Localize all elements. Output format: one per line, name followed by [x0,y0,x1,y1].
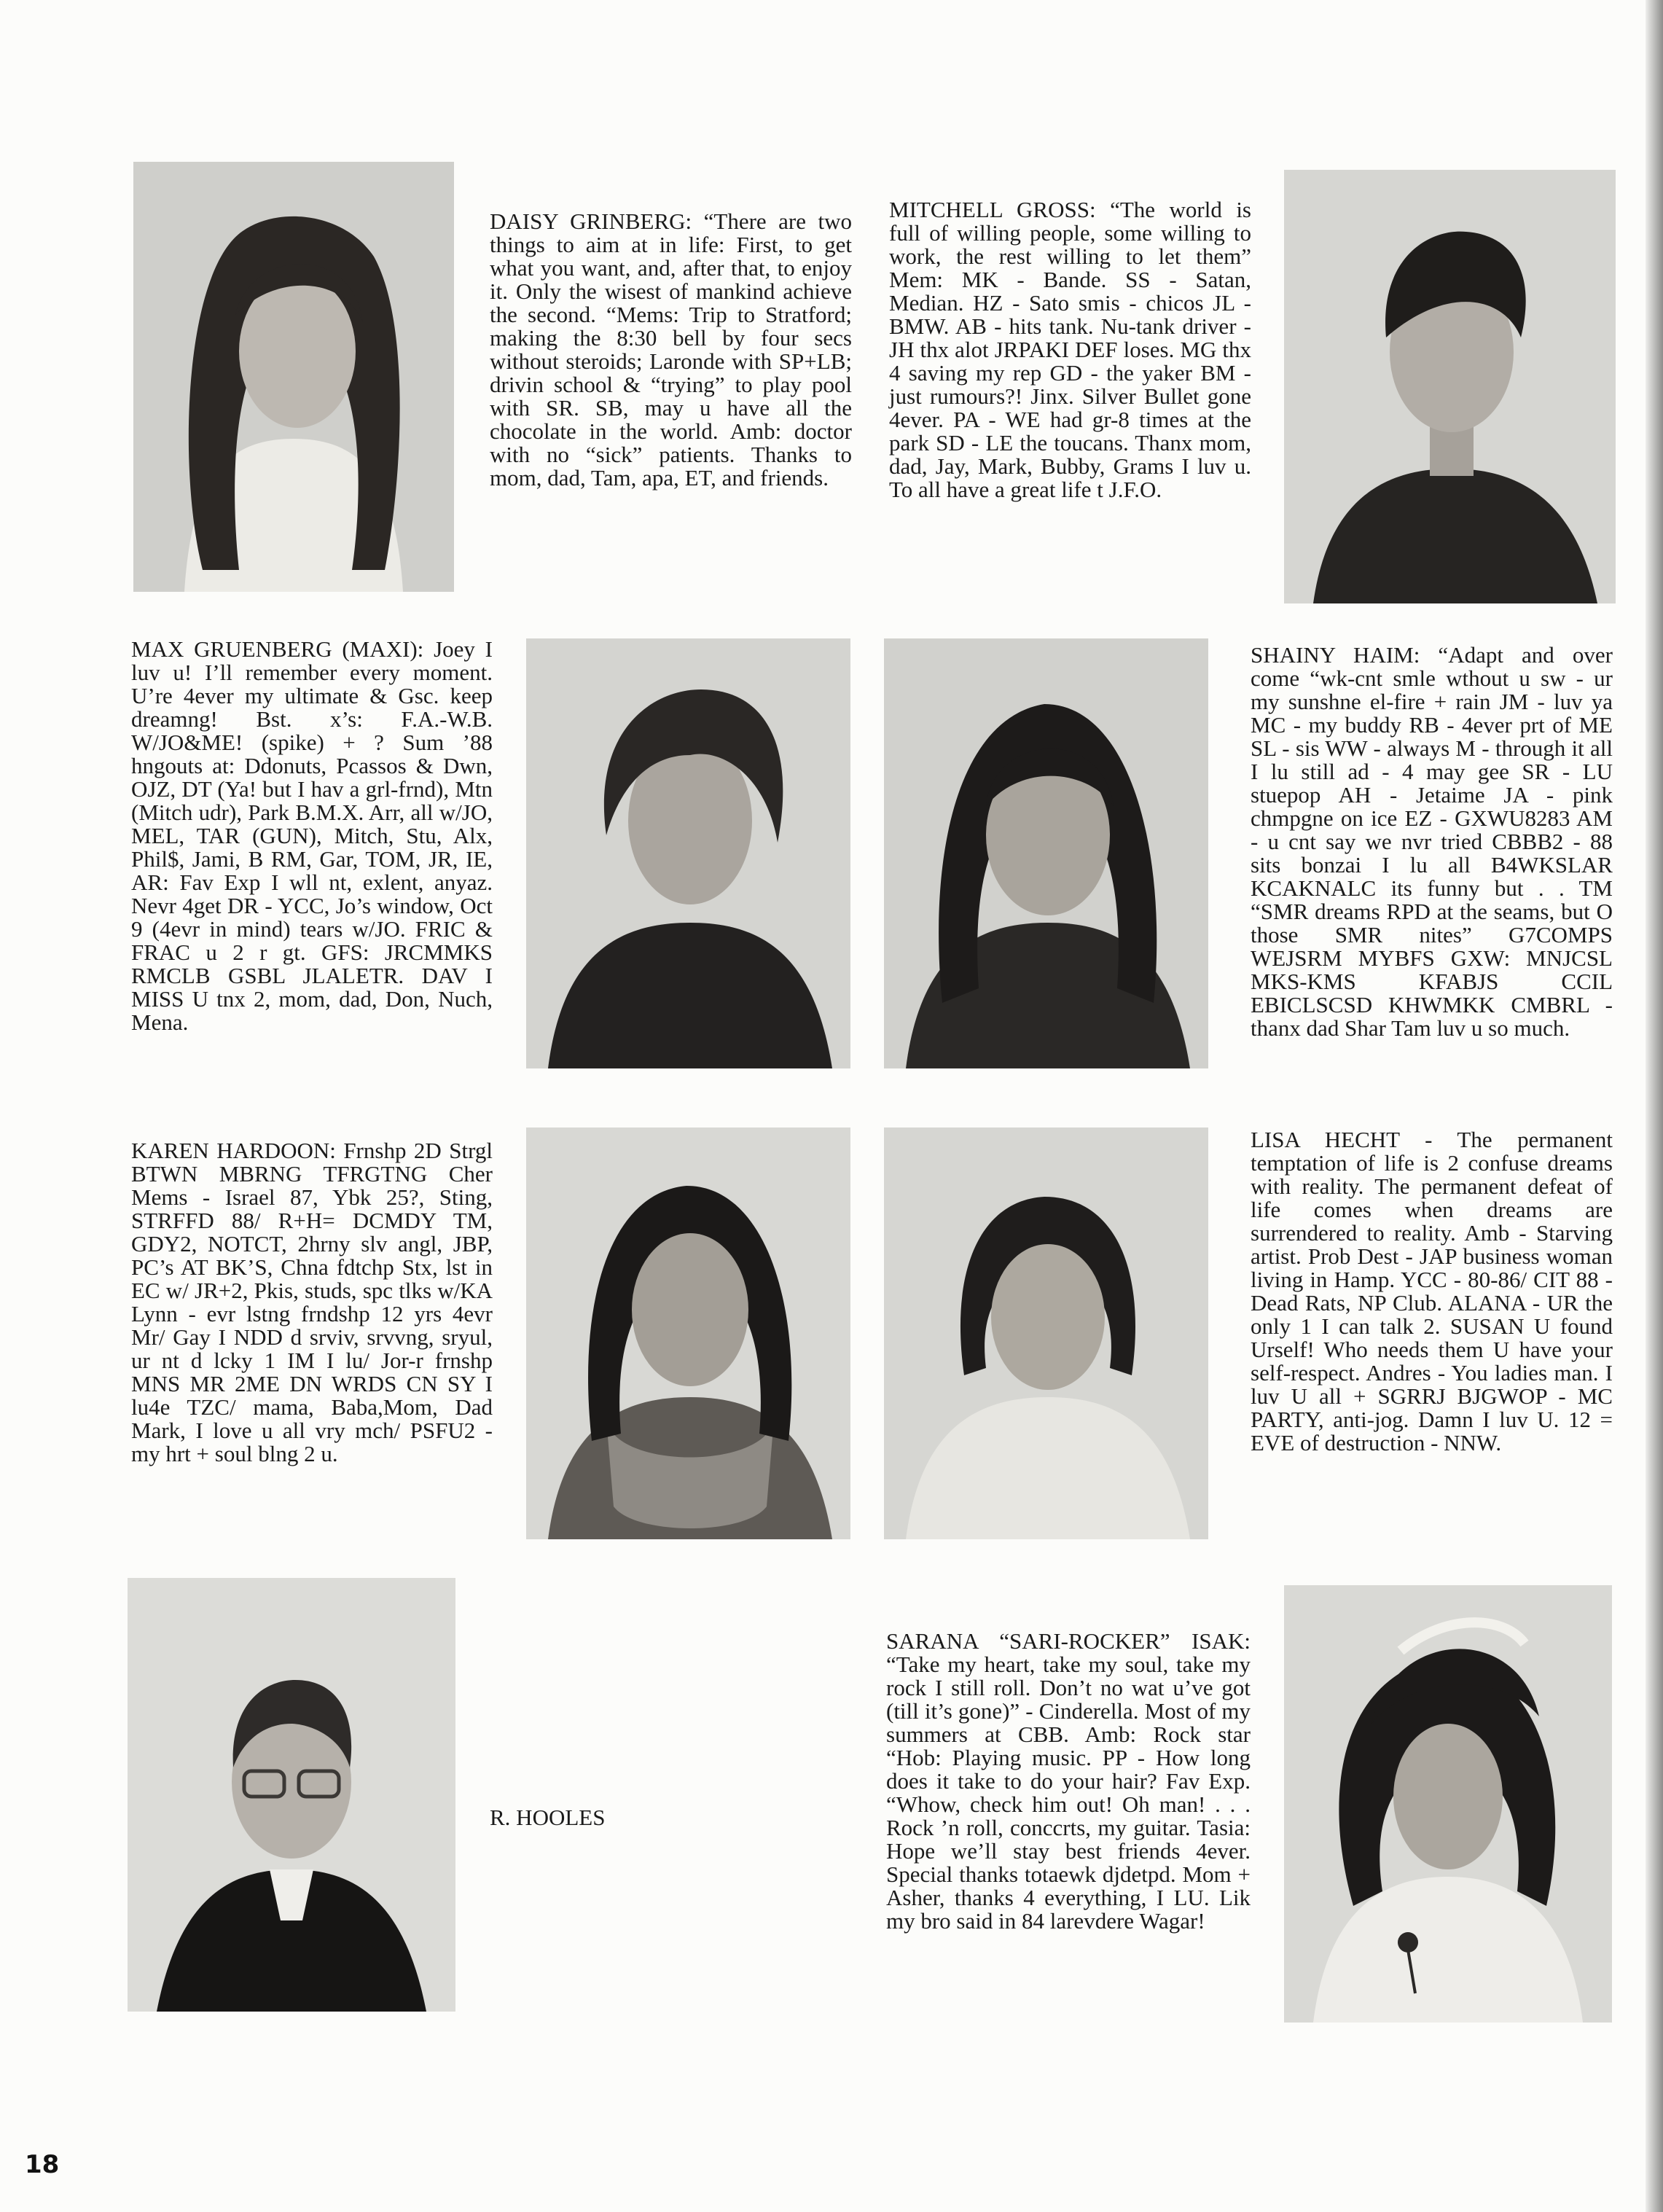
page-edge-shadow [1646,0,1663,2212]
portrait-photo-r-hooles [128,1578,455,2012]
portrait-photo-karen-hardoon [526,1128,850,1539]
bio-r-hooles: R. HOOLES [490,1805,606,1830]
bio-karen-hardoon: KAREN HARDOON: Frnshp 2D Strgl BTWN MBRNG TFRGTNG Cher Mems - Israel 87, Ybk 25?, Sting, STRFFD 88/ R+H= DCMDY TM, GDY2, NOTCT, 2hrny slv angl, JBP, PC’s AT BK’S, Chna fdtchp Stx, lst in EC w/ JR+2, Pkis, studs, spc tlks w/KA Lynn - evr lstng frndshp 12 yrs 4evr Mr/ Gay I NDD d srviv, srvvng, sryul, ur nt d lcky 1 IM I lu/ Jor-r frnshp MNS MR 2ME DN WRDS CN SY I lu4e TZC/ mama, Baba,Mom, Dad Mark, I love u all vry mch/ PSFU2 - my hrt + soul blng 2 u. [131,1138,493,1466]
portrait-photo-shainy-haim [884,638,1208,1068]
bio-lisa-hecht: LISA HECHT - The permanent temptation of life is 2 confuse dreams with reality. The permanent defeat of life comes when dreams are surrendered to reality. Amb - Starving artist. Prob Dest - JAP business woman living in Hamp. YCC - 80-86/ CIT 88 - Dead Rats, NP Club. ALANA - UR the only 1 I can talk 2. SUSAN U found Urself! Who needs them U have your self-respect. Andres - You ladies man. I luv U all + SGRRJ BJGWOP - MC PARTY, anti-jog. Damn I luv U. 12 = EVE of destruction - NNW. [1251,1127,1613,1455]
bio-shainy-haim: SHAINY HAIM: “Adapt and over come “wk-cnt smle wthout u sw - ur my sunshne el-fire + rain JM - luv ya MC - my buddy RB - 4ever prt of ME SL - sis WW - always M - through it all I lu still ad - 4 may gee SR - LU stuepop AH - Jetaime JA - pink chmpgne on ice EZ - GXWU8283 AM - u cnt say we nvr tried CBBB2 - 88 sits bonzai I lu all B4WKSLAR KCAKNALC its funny but . . TM “SMR dreams RPD at the seams, but O those SMR nites” G7COMPS WEJSRM MYBFS GXW: MNJCSL MKS-KMS KFABJS CCIL EBICLSCSD KHWMKK CMBRL - thanx dad Shar Tam luv u so much. [1251,642,1613,1041]
page-number: 18 [25,2150,60,2179]
portrait-photo-lisa-hecht [884,1128,1208,1539]
bio-mitchell-gross: MITCHELL GROSS: “The world is full of willing people, some willing to work, the rest willing to let them” Mem: MK - Bande. SS - Satan, Median. HZ - Sato smis - chicos JL - BMW. AB - hits tank. Nu-tank driver - JH thx alot JRPAKI DEF loses. MG thx 4 saving my rep GD - the yaker BM - just rumours?! Jinx. Silver Bullet gone 4ever. PA - WE had gr-8 times at the park SD - LE the toucans. Thanx mom, dad, Jay, Mark, Bubby, Grams I luv u. To all have a great life t J.F.O. [889,197,1251,502]
bio-daisy-grinberg: DAISY GRINBERG: “There are two things to aim at in life: First, to get what you want, and, after that, to enjoy it. Only the wisest of mankind achieve the second. “Mems: Trip to Stratford; making the 8:30 bell by four secs without steroids; Laronde with SP+LB; drivin school & “trying” to play pool with SR. SB, may u have all the chocolate in the world. Amb: doctor with no “sick” patients. Thanks to mom, dad, Tam, apa, ET, and friends. [490,208,852,491]
bio-sarana-isak: SARANA “SARI-ROCKER” ISAK: “Take my heart, take my soul, take my rock I still roll. Don’t no wat u’ve got (till it’s gone)” - Cinderella. Most of my summers at CBB. Amb: Rock star “Hob: Playing music. PP - How long does it take to do your hair? Fav Exp. “Whow, check him out! Oh man! . . . Rock ’n roll, conccrts, my guitar. Tasia: Hope we’ll stay best friends 4ever. Special thanks totaewk djdetpd. Mom + Asher, thanks 4 everything, I LU. Lik my bro said in 84 larevdere Wagar! [886,1628,1251,1934]
portrait-photo-max-gruenberg [526,638,850,1068]
bio-max-gruenberg: MAX GRUENBERG (MAXI): Joey I luv u! I’ll remember every moment. U’re 4ever my ultimate & Gsc. keep dreamng! Bst. x’s: F.A.-W.B. W/JO&ME! (spike) + ? Sum ’88 hngouts at: Ddonuts, Pcassos & Dwn, OJZ, DT (Ya! but I hav a grl-frnd), Mtn (Mitch udr), Park B.M.X. Arr, all w/JO, MEL, TAR (GUN), Mitch, Stu, Alx, Phil$, Jami, B RM, Gar, TOM, JR, IE, AR: Fav Exp I wll nt, exlent, anyaz. Nevr 4get DR - YCC, Jo’s window, Oct 9 (4evr in mind) tears w/JO. FRIC & FRAC u 2 r gt. GFS: JRCMMKS RMCLB GSBL JLALETR. DAV I MISS U tnx 2, mom, dad, Don, Nuch, Mena. [131,636,493,1035]
portrait-photo-daisy-grinberg [133,162,454,592]
portrait-photo-mitchell-gross [1284,170,1616,603]
portrait-photo-sarana-isak [1284,1585,1612,2023]
